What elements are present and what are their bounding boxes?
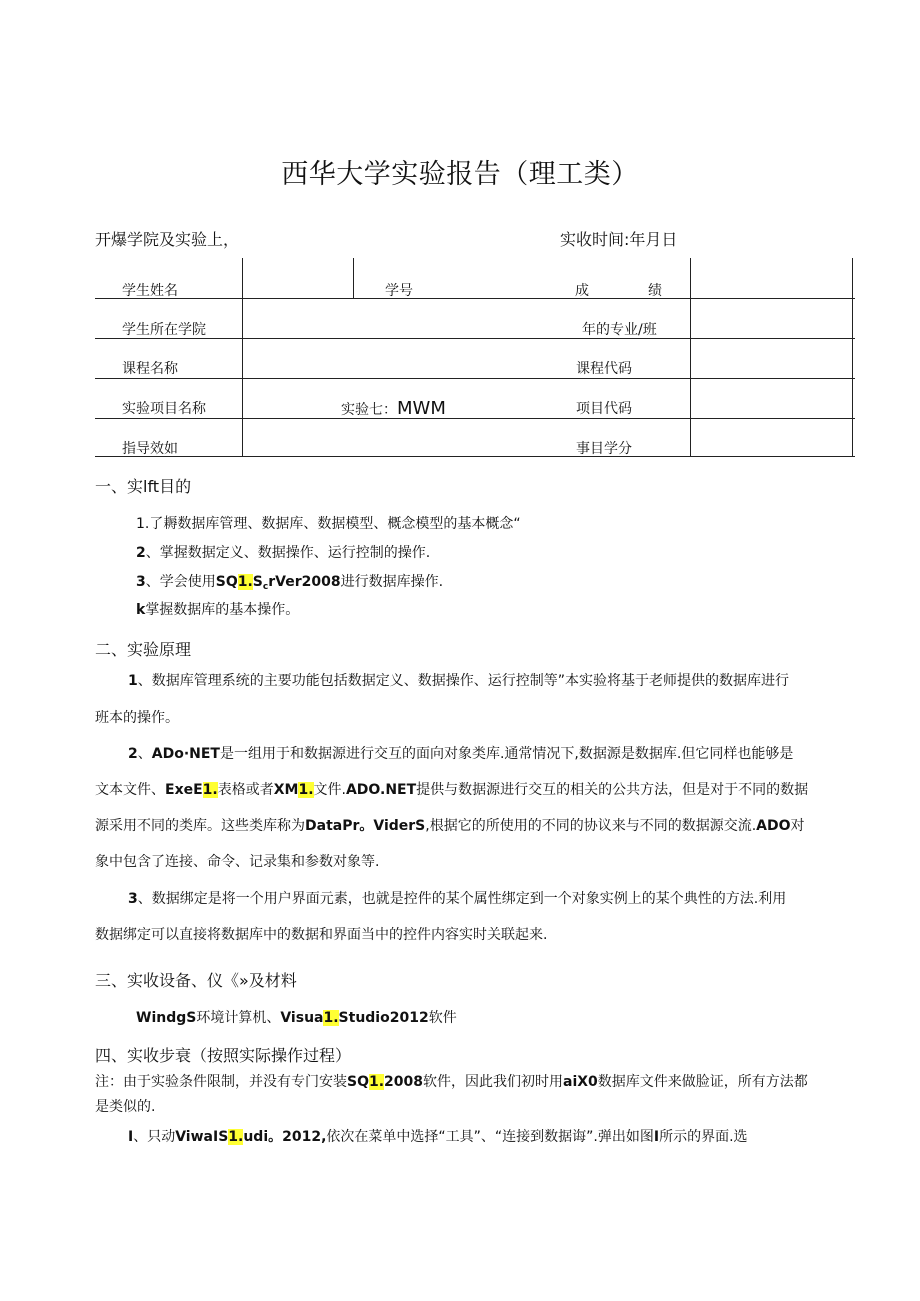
term: DataPr。ViderS bbox=[305, 818, 426, 834]
para-text: 对 bbox=[790, 818, 805, 834]
page-title: 西华大学实验报告（理工类） bbox=[281, 159, 639, 190]
table-rule bbox=[353, 258, 354, 298]
software-name: rVer2008 bbox=[268, 574, 341, 590]
term: Studio2012 bbox=[338, 1010, 429, 1026]
item-text: 进行数据库操作. bbox=[340, 574, 444, 590]
item-number: 3 bbox=[128, 891, 138, 907]
label-course-code: 课程代码 bbox=[576, 361, 632, 377]
section-2-para-3-line-2: 数据绑定可以直接将数据库中的数据和界面当中的控件内容实时关联起来. bbox=[95, 927, 548, 943]
table-rule bbox=[95, 378, 855, 379]
para-text: 、数据绑定是将一个用户界面元素，也就是控件的某个属性绑定到一个对象实例上的某个典性的方法.利用 bbox=[137, 891, 787, 907]
term: udi。2012, bbox=[243, 1129, 327, 1145]
section-1-item-4 bbox=[136, 600, 299, 620]
project-name-prefix: 实验七： bbox=[341, 402, 397, 418]
section-2-para-1-line-1 bbox=[128, 671, 789, 691]
para-text: 源采用不同的类库。这些类库称为 bbox=[95, 818, 305, 834]
label-major-class: 年的专业/班 bbox=[582, 322, 657, 338]
label-advisor: 指导效如 bbox=[122, 441, 178, 457]
para-text: 表格或者 bbox=[217, 782, 274, 798]
section-2-para-2-line-2 bbox=[95, 780, 808, 800]
project-name-code: MWM bbox=[397, 398, 446, 419]
para-text: 、数据库管理系统的主要功能包括数据定义、数据操作、运行控制等”本实验将基于老师提供的数据库进行 bbox=[137, 673, 790, 689]
para-text: 软件，因此我们初时用 bbox=[423, 1074, 564, 1090]
table-rule bbox=[95, 418, 855, 419]
section-3-equipment bbox=[136, 1008, 457, 1028]
term: Visua bbox=[280, 1010, 324, 1026]
para-text: 提供与数据源进行交互的相关的公共方法，但是对于不同的数据 bbox=[416, 782, 809, 798]
header-college-lab: 开爆学院及实验上， bbox=[95, 230, 240, 249]
term: WindgS bbox=[136, 1010, 197, 1026]
table-rule bbox=[95, 298, 855, 299]
section-2-para-3-line-1 bbox=[128, 889, 786, 909]
section-4-step-1 bbox=[128, 1127, 748, 1147]
highlight-mark: 1. bbox=[228, 1129, 244, 1145]
section-1-item-3 bbox=[136, 572, 443, 597]
term: I bbox=[653, 1129, 660, 1145]
software-name: c bbox=[262, 582, 269, 592]
para-text: 、只动 bbox=[133, 1129, 176, 1145]
section-4-heading: 四、实收步衰（按照实际操作过程） bbox=[95, 1046, 352, 1065]
section-4-note-line-2: 是类似的. bbox=[95, 1099, 156, 1115]
item-text: 、学会使用 bbox=[145, 574, 216, 590]
label-student-id: 学号 bbox=[385, 283, 413, 299]
section-2-para-1-line-2: 班本的操作。 bbox=[95, 710, 179, 726]
label-grade-b: 绩 bbox=[648, 283, 662, 299]
table-rule bbox=[242, 298, 243, 456]
highlight-mark: 1. bbox=[298, 782, 314, 798]
item-number: I bbox=[128, 1129, 134, 1145]
para-text: 环境计算机、 bbox=[196, 1010, 281, 1026]
software-name: SQ bbox=[215, 574, 238, 590]
para-text: 、 bbox=[137, 746, 152, 762]
section-4-note-line-1 bbox=[95, 1072, 808, 1092]
label-student-name: 学生姓名 bbox=[122, 283, 178, 299]
item-text: 、掌握数据定义、数据操作、运行控制的操作. bbox=[145, 545, 431, 561]
table-rule bbox=[852, 258, 853, 456]
label-project-code: 项目代码 bbox=[576, 401, 632, 417]
item-number: k bbox=[136, 602, 146, 618]
table-rule bbox=[690, 258, 691, 456]
highlight-mark: 1. bbox=[323, 1010, 339, 1026]
section-1-item-1: 1.了耨数据库管理、数据库、数据模型、概念模型的基本概念“ bbox=[136, 516, 521, 532]
item-number: 3 bbox=[136, 574, 146, 590]
highlight-mark: 1. bbox=[202, 782, 218, 798]
para-text: 数据库文件来做脸证，所有方法都 bbox=[597, 1074, 808, 1090]
term: ADO.NET bbox=[345, 782, 417, 798]
para-text: 注：由于实验条件限制，并没有专门安装 bbox=[95, 1074, 347, 1090]
term: ExeE bbox=[165, 782, 203, 798]
label-course-name: 课程名称 bbox=[122, 361, 178, 377]
term: aiX0 bbox=[563, 1074, 598, 1090]
student-info-table bbox=[95, 258, 855, 458]
software-name: S bbox=[252, 574, 263, 590]
item-text: 掌握数据库的基本操作。 bbox=[145, 602, 300, 618]
para-text: 依次在菜单中选择“工具”、“连接到数据诲”.弹出如图 bbox=[326, 1129, 654, 1145]
header-date: 实收时间:年月日 bbox=[560, 230, 678, 249]
section-2-heading: 二、实验原理 bbox=[95, 640, 192, 659]
project-name-value bbox=[341, 398, 446, 419]
table-rule bbox=[95, 456, 855, 457]
label-college: 学生所在学院 bbox=[122, 322, 206, 338]
section-2-para-2-line-1 bbox=[128, 744, 793, 764]
highlight-mark: 1. bbox=[237, 574, 253, 590]
label-credits: 事目学分 bbox=[576, 441, 632, 457]
section-2-para-2-line-4: 象中包含了连接、命令、记录集和参数对象等. bbox=[95, 854, 380, 870]
item-number: 2 bbox=[136, 545, 146, 561]
term: XM bbox=[273, 782, 299, 798]
item-number: 2 bbox=[128, 746, 138, 762]
term: ADO bbox=[756, 818, 791, 834]
label-grade-a: 成 bbox=[575, 283, 589, 299]
table-rule bbox=[95, 338, 855, 339]
term: 2008 bbox=[384, 1074, 424, 1090]
term: SQ bbox=[347, 1074, 369, 1090]
section-1-heading: 一、实lft目的 bbox=[95, 477, 192, 496]
para-text: 所示的界面.选 bbox=[659, 1129, 748, 1145]
table-rule bbox=[242, 258, 243, 298]
label-project-name: 实验项目名称 bbox=[122, 401, 206, 417]
term: ViwaIS bbox=[175, 1129, 229, 1145]
term: ADo·NET bbox=[151, 746, 220, 762]
section-3-heading: 三、实收设备、仪《»及材料 bbox=[95, 971, 297, 990]
highlight-mark: 1. bbox=[368, 1074, 385, 1090]
section-1-item-2 bbox=[136, 543, 430, 563]
item-number: 1 bbox=[128, 673, 138, 689]
section-2-para-2-line-3 bbox=[95, 816, 805, 836]
para-text: ,根据它的所使用的不同的协议来与不同的数据源交流. bbox=[425, 818, 757, 834]
para-text: 文件. bbox=[313, 782, 346, 798]
para-text: 是一组用于和数据源进行交互的面向对象类库.通常情况下,数据源是数据库.但它同样也能够是 bbox=[219, 746, 794, 762]
para-text: 软件 bbox=[428, 1010, 457, 1026]
para-text: 文本文件、 bbox=[95, 782, 165, 798]
